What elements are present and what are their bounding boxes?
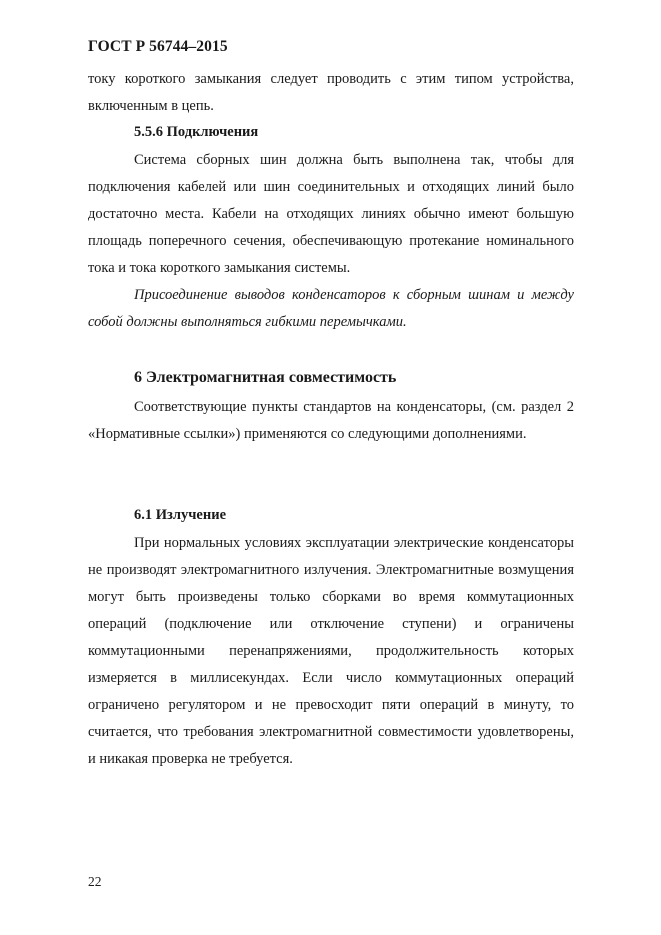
continuation-paragraph [88,66,574,120]
page-number: 22 [88,874,102,889]
section-5-5-6-title: 5.5.6 Подключения [134,124,259,140]
continuation-text: току короткого замыкания следует проводить с этим типом устройства, включенным в цепь. [88,71,574,114]
document-code-header: ГОСТ Р 56744–2015 [88,38,228,55]
section-6-1-paragraph: При нормальных условиях эксплуатации электрические конденсаторы не производят электромагнитного излучения. Электромагнитные возмущения могут быть произведены только сборками во время коммутационных операций (подключение или отключение ступени) и ограничены коммутационными перенапряжениями, продолжительность которых измеряется в миллисекундах. Если число коммутационных операций ограничено регулятором и не превосходит пяти операций в минуту, то считается, что требования электромагнитной совместимости удовлетворены, и никакая проверка не требуется. [88,535,574,767]
section-6-1-body [88,530,574,773]
section-6-1-title: 6.1 Излучение [134,507,226,523]
section-5-5-6-paragraph: Система сборных шин должна быть выполнена так, чтобы для подключения кабелей или шин соединительных и отходящих линий было достаточно места. Кабели на отходящих линиях обычно имеют большую площадь поперечного сечения, обеспечивающую протекание номинального тока и тока короткого замыкания системы. [88,152,574,276]
section-5-5-6-italic-paragraph: Присоединение выводов конденсаторов к сборным шинам и между собой должны выполняться гибкими перемычками. [88,287,574,330]
section-5-5-6-body [88,147,574,336]
section-6-title: 6 Электромагнитная совместимость [134,369,397,386]
section-6-paragraph: Соответствующие пункты стандартов на конденсаторы, (см. раздел 2 «Нормативные ссылки») применяются со следующими дополнениями. [88,399,574,442]
section-6-body [88,394,574,448]
